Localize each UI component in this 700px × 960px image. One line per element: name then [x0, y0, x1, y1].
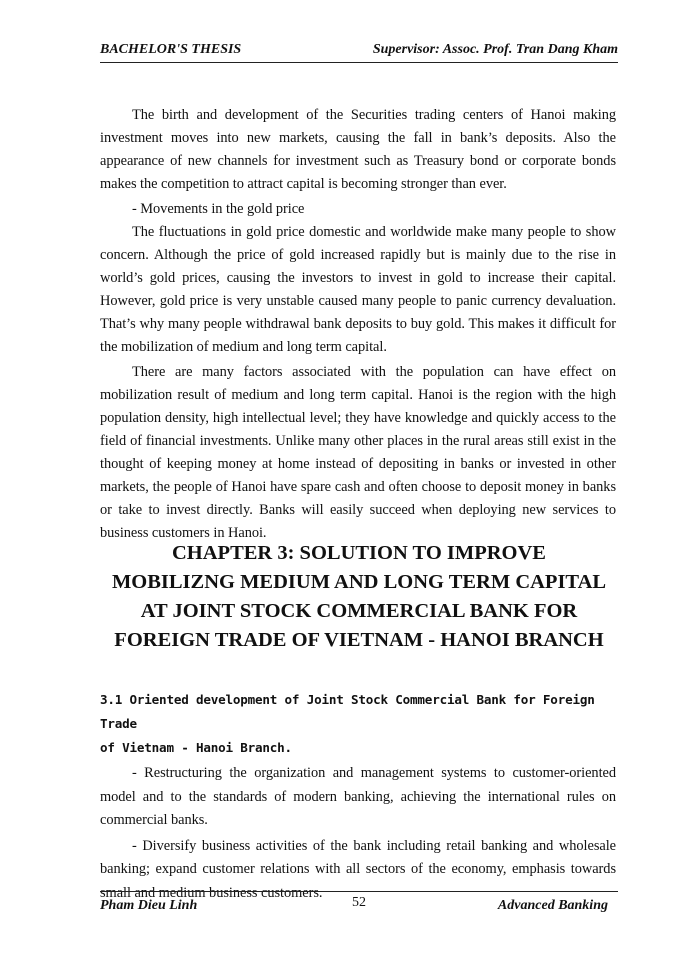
section-title-line-1: 3.1 Oriented development of Joint Stock Commercial Bank for Foreign Trade [100, 692, 595, 731]
section-3-1 [100, 688, 616, 907]
section-title [100, 688, 616, 760]
header-supervisor: Supervisor: Assoc. Prof. Tran Dang Kham [372, 42, 618, 57]
paragraph-gold-fluctuations: The fluctuations in gold price domestic and worldwide make many people to show concern. Although the price of gold increased rapidly but is mainly due to the rise in world’s gold prices, causing the investors to invest in gold to increase their capital. However, gold price is very unstable caused many people to panic currency devaluation. That’s why many people withdrawal bank deposits to buy gold. This makes it difficult for the mobilization of medium and long term capital. [100, 224, 616, 355]
footer-course: Advanced Banking [497, 898, 608, 913]
page-number: 52 [352, 895, 366, 910]
body-text [100, 104, 616, 547]
chapter-title-line: FOREIGN TRADE OF VIETNAM - HANOI BRANCH [114, 629, 604, 651]
section-title-line-2: of Vietnam - Hanoi Branch. [100, 740, 292, 755]
paragraph-gold-heading: - Movements in the gold price [132, 201, 305, 217]
footer-author: Pham Dieu Linh [100, 898, 198, 913]
section-item-diversify: - Diversify business activities of the bank including retail banking and wholesale banking; expand customer relations with all sectors of the economy, emphasis towards small and medium business customers. [100, 837, 616, 901]
chapter-title-line: MOBILIZNG MEDIUM AND LONG TERM CAPITAL [111, 571, 607, 593]
chapter-title-line: CHAPTER 3: SOLUTION TO IMPROVE [172, 542, 546, 564]
page-header [100, 42, 618, 63]
paragraph-securities: The birth and development of the Securities trading centers of Hanoi making investment moves into new markets, causing the fall in bank’s deposits. Also the appearance of new channels for investment such as Treasury bond or corporate bonds makes the competition to attract capital is becoming stronger than ever. [100, 107, 616, 192]
paragraph-population-factors: There are many factors associated with the population can have effect on mobilization result of medium and long term capital. Hanoi is the region with the high population density, high intellectual level; they have knowledge and quickly access to the field of financial investments. Unlike many other places in the rural areas still exist in the thought of keeping money at home instead of depositing in banks or invested in other markets, the people of Hanoi have spare cash and often choose to deposit money in banks or take to invest directly. Banks will easily succeed when deploying new services to business customers in Hanoi. [100, 364, 616, 541]
page-footer [100, 891, 618, 914]
header-thesis-label: BACHELOR'S THESIS [100, 42, 242, 57]
chapter-title-line: AT JOINT STOCK COMMERCIAL BANK FOR [140, 600, 578, 622]
chapter-title [100, 539, 618, 655]
section-item-restructuring: - Restructuring the organization and management systems to customer-oriented model and to the standards of modern banking, achieving the international rules on commercial banks. [100, 765, 616, 828]
